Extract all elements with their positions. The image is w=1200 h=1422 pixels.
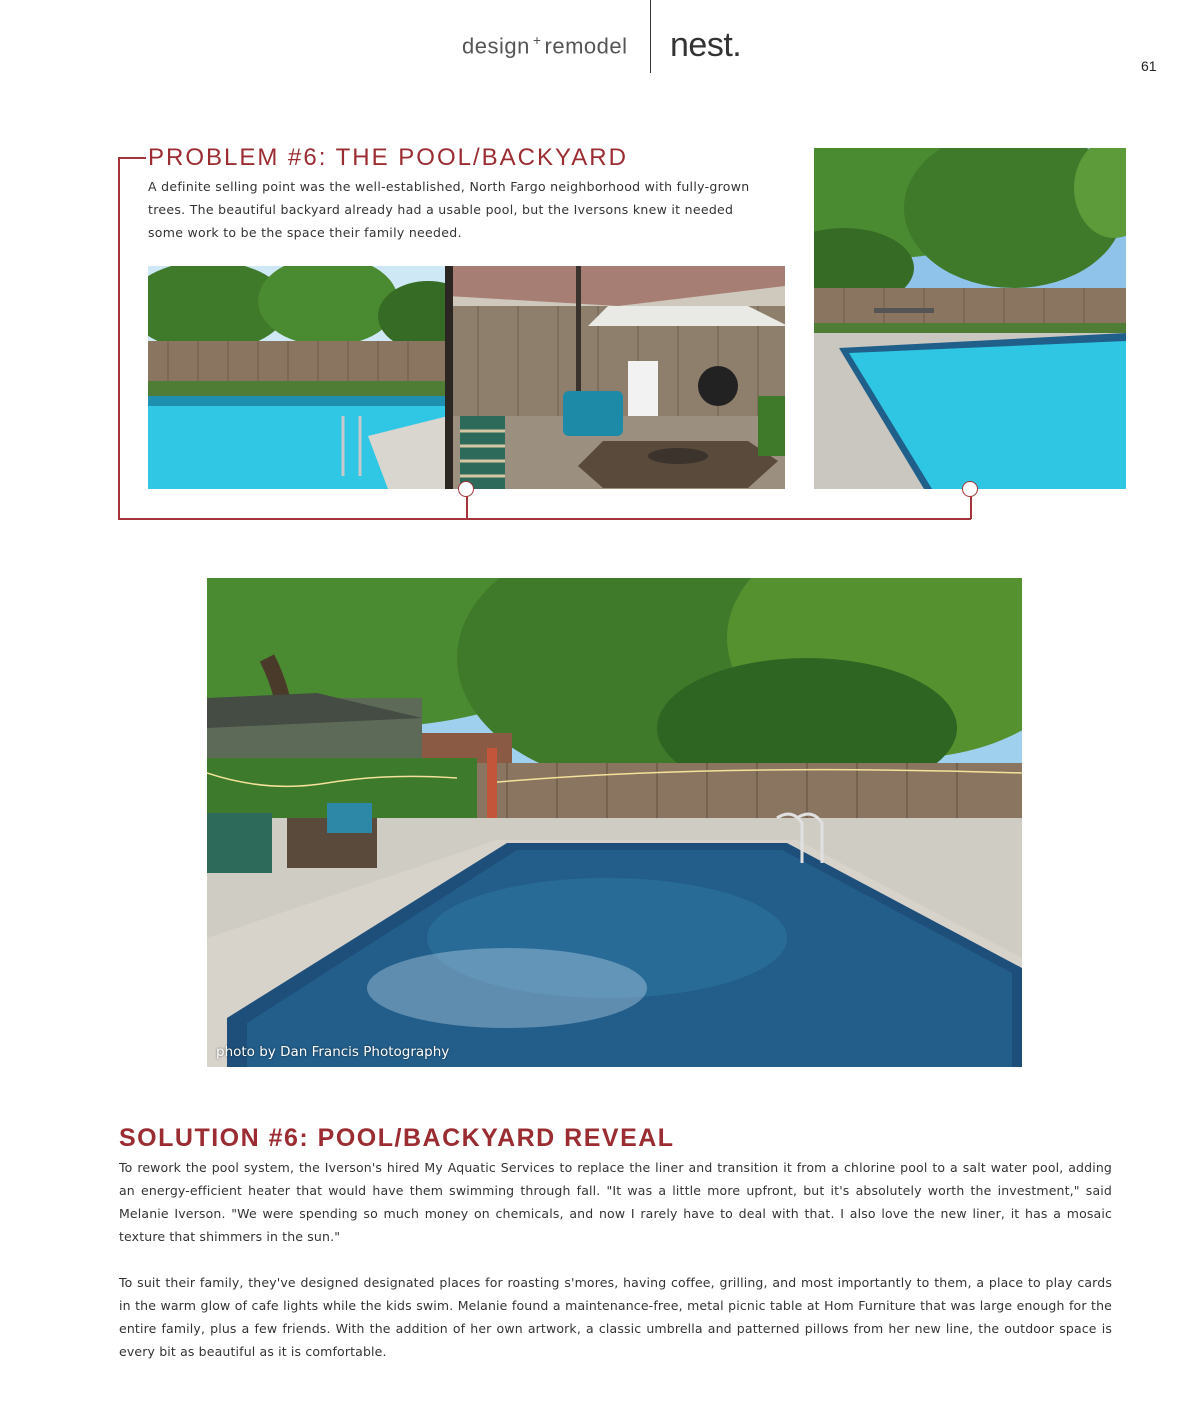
solution-paragraph-1: To rework the pool system, the Iverson's hired My Aquatic Services to replace the liner and transition it from a chlorine pool to a salt water pool, adding an energy-efficient heater that would have them swimming through fall. "It was a little more upfront, but it's absolutely worth the investment," said Melanie Iverson. "We were spending so much money on chemicals, and now I rarely have to deal with that. I also love the new liner, it has a mosaic texture that shimmers in the sun." bbox=[119, 1160, 1112, 1244]
page-number: 61 bbox=[1141, 58, 1157, 74]
frame-line-left bbox=[118, 157, 120, 519]
connector-dot-1 bbox=[458, 481, 474, 497]
section-label bbox=[462, 32, 628, 59]
problem-title: PROBLEM #6: THE POOL/BACKYARD bbox=[148, 144, 628, 171]
after-pool-photo bbox=[207, 578, 1022, 1067]
header-divider bbox=[650, 0, 651, 73]
section-label-design: design bbox=[462, 33, 530, 59]
frame-line-top bbox=[118, 157, 146, 159]
frame-line-bottom bbox=[118, 518, 971, 520]
before-patio-photo bbox=[148, 266, 785, 489]
problem-body: A definite selling point was the well-established, North Fargo neighborhood with fully-grown trees. The beautiful backyard already had a usable pool, but the Iversons knew it needed some work to be the space their family needed. bbox=[148, 179, 750, 240]
frame-connector-1 bbox=[466, 496, 468, 519]
frame-connector-2 bbox=[970, 496, 972, 519]
before-pool-photo bbox=[814, 148, 1126, 489]
section-label-plus: + bbox=[532, 32, 542, 48]
solution-title: SOLUTION #6: POOL/BACKYARD REVEAL bbox=[119, 1124, 675, 1152]
solution-body bbox=[119, 1156, 1112, 1386]
nest-logo: nest. bbox=[670, 26, 742, 64]
photo-credit: photo by Dan Francis Photography bbox=[216, 1044, 450, 1060]
solution-paragraph-2: To suit their family, they've designed designated places for roasting s'mores, having coffee, grilling, and most importantly to them, a place to play cards in the warm glow of cafe lights while the kids swim. Melanie found a maintenance-free, metal picnic table at Hom Furniture that was large enough for the entire family, plus a few friends. With the addition of her own artwork, a classic umbrella and patterned pillows from her new line, the outdoor space is every bit as beautiful as it is comfortable. bbox=[119, 1275, 1112, 1359]
connector-dot-2 bbox=[962, 481, 978, 497]
section-label-remodel: remodel bbox=[544, 33, 628, 59]
